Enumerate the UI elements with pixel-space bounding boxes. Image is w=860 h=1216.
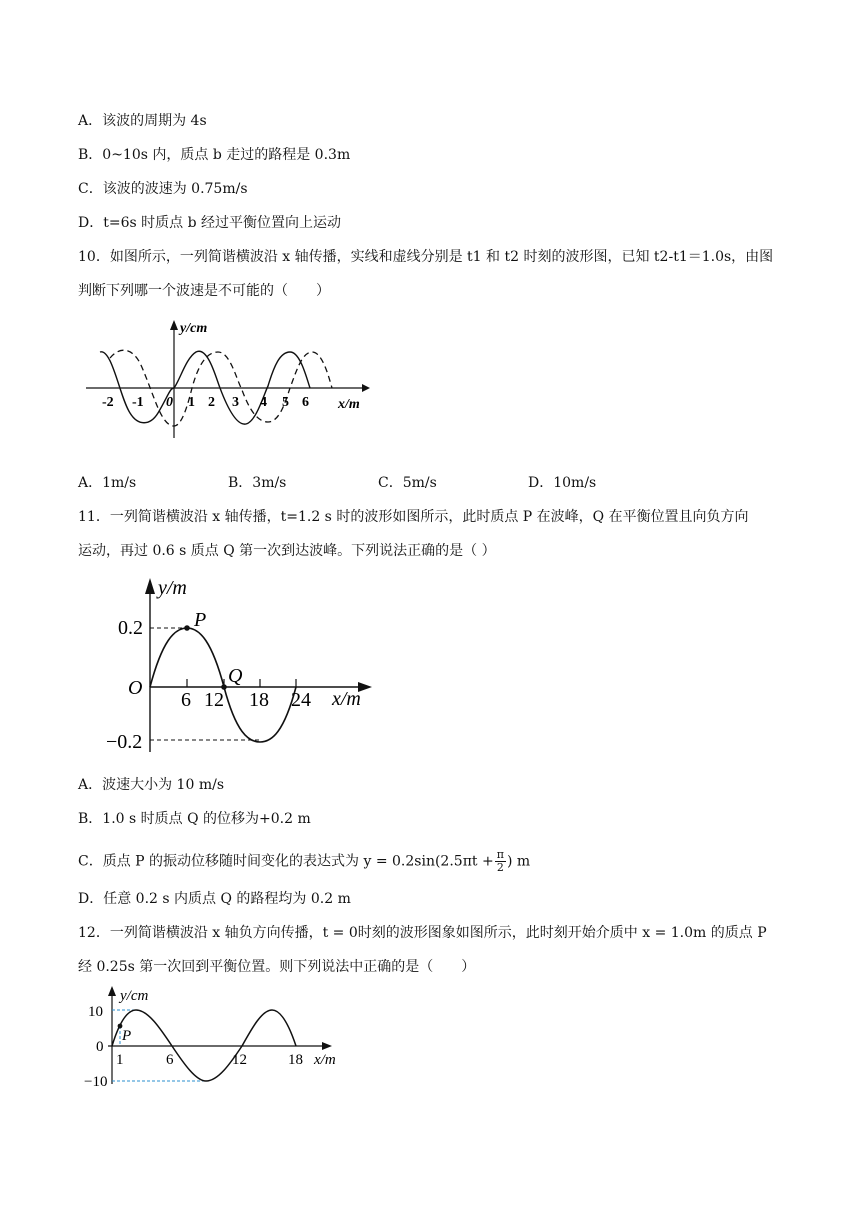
- q10-option-d: D．10m/s: [528, 475, 597, 491]
- q11-x-label: x/m: [332, 688, 361, 710]
- q11-option-c: [78, 849, 530, 874]
- q12-x-arrow: [322, 1042, 332, 1050]
- q12-y-arrow: [108, 986, 116, 996]
- q11-x-tick-label: 12: [204, 689, 224, 711]
- q11-p-label: P: [194, 609, 207, 631]
- q10-option-b: B．3m/s: [228, 475, 287, 491]
- q10-stem-line1: 10．如图所示，一列简谐横波沿 x 轴传播，实线和虚线分别是 t1 和 t2 时刻的波形图，已知 t2-t1＝1.0s，由图: [78, 249, 774, 265]
- q11-y-tick-label: 0.2: [118, 617, 143, 639]
- q10-tick-label: 6: [302, 395, 309, 410]
- q11-option-b: B．1.0 s 时质点 Q 的位移为+0.2 m: [78, 811, 311, 827]
- q10-x-arrow: [362, 384, 370, 392]
- q12-y-tick-label: −10: [84, 1074, 108, 1088]
- q12-y-label: y/cm: [120, 988, 149, 1004]
- q10-option-a: A．1m/s: [78, 475, 137, 491]
- q10-options: [78, 473, 778, 493]
- q10-tick-label: -1: [132, 395, 144, 410]
- q9-option-c: C．该波的波速为 0.75m/s: [78, 181, 248, 197]
- q11-origin-label: O: [128, 677, 143, 699]
- q11-x-tick-label: 24: [291, 689, 311, 711]
- q10-tick-label: 1: [188, 395, 195, 410]
- q11-y-arrow: [145, 578, 155, 594]
- q11-option-d: D．任意 0.2 s 内质点 Q 的路程均为 0.2 m: [78, 891, 351, 907]
- q10-tick-label: 3: [232, 395, 239, 410]
- q11-x-tick-label: 18: [249, 689, 269, 711]
- q11-stem-line1: 11．一列简谐横波沿 x 轴传播，t=1.2 s 时的波形如图所示，此时质点 P 在波峰，Q 在平衡位置且向负方向: [78, 509, 749, 525]
- q12-x-label: x/m: [314, 1052, 336, 1068]
- q10-x-label: x/m: [338, 397, 360, 412]
- q9-option-a: A．该波的周期为 4s: [78, 113, 207, 129]
- q12-x-tick-label: 12: [232, 1052, 247, 1068]
- q10-y-arrow: [170, 320, 178, 330]
- q11-y-label: y/m: [158, 577, 187, 599]
- q11-q-label: Q: [228, 665, 243, 687]
- q12-p-label: P: [122, 1028, 132, 1044]
- q10-stem-line2: 判断下列哪一个波速是不可能的（ ）: [78, 283, 330, 299]
- q9-option-b: B．0~10s 内，质点 b 走过的路程是 0.3m: [78, 147, 351, 163]
- q11-option-c-fraction: [495, 849, 506, 874]
- q12-stem-line2: 经 0.25s 第一次回到平衡位置。则下列说法中正确的是（ ）: [78, 959, 476, 975]
- q11-fraction-denominator: 2: [496, 861, 504, 874]
- q12-stem-line1: 12．一列简谐横波沿 x 轴负方向传播，t = 0时刻的波形图象如图所示，此时刻开始介质中 x = 1.0m 的质点 P: [78, 925, 767, 941]
- q10-y-label: y/cm: [180, 321, 208, 336]
- q11-y-tick-label: −0.2: [106, 731, 143, 753]
- q11-option-a: A．波速大小为 10 m/s: [78, 777, 225, 793]
- q11-option-c-text: C．质点 P 的振动位移随时间变化的表达式为 y = 0.2sin(2.5πt +: [78, 853, 494, 870]
- q12-x-tick-label: 1: [116, 1052, 124, 1068]
- q10-option-c: C．5m/s: [378, 475, 437, 491]
- q10-tick-label: 5: [282, 395, 289, 410]
- q12-y-tick-label: 0: [96, 1039, 104, 1055]
- q12-x-tick-label: 6: [166, 1052, 174, 1068]
- q10-tick-label: 4: [260, 395, 267, 410]
- q10-wave-figure: [80, 318, 380, 448]
- q9-option-d: D．t=6s 时质点 b 经过平衡位置向上运动: [78, 215, 341, 231]
- q12-wave-figure: [82, 984, 352, 1088]
- q10-tick-label: 2: [208, 395, 215, 410]
- q12-x-tick-label: 18: [288, 1052, 303, 1068]
- q10-tick-label: 0: [166, 395, 173, 410]
- q11-stem-line2: 运动，再过 0.6 s 质点 Q 第一次到达波峰。下列说法正确的是（ ）: [78, 543, 496, 559]
- q11-x-tick-label: 6: [181, 689, 191, 711]
- q10-tick-label: -2: [102, 395, 114, 410]
- q11-wave-figure: [100, 572, 380, 758]
- q11-fraction-numerator: π: [496, 848, 504, 861]
- q11-point-p: [184, 625, 190, 631]
- q12-y-tick-label: 10: [88, 1004, 103, 1020]
- q11-option-c-unit: ) m: [506, 853, 531, 870]
